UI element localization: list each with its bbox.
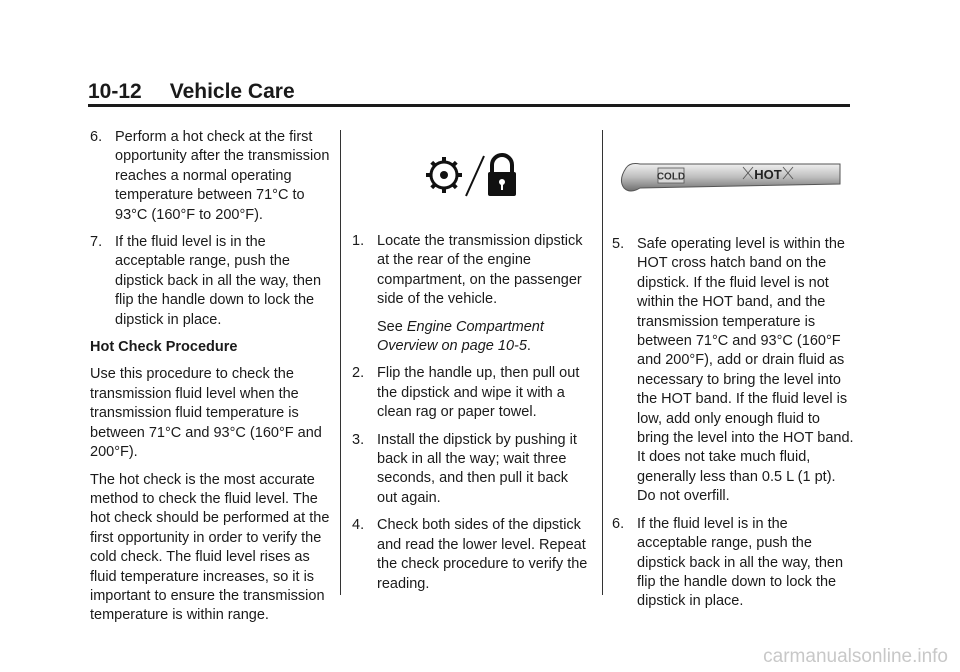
cold-label: COLD — [656, 171, 686, 183]
column-divider-1 — [340, 130, 341, 595]
step-6-repeat: 6. If the fluid level is in the acceptable range, push the dipstick back in all the way, then flip the handle down to lock the dipstick in place. — [612, 515, 844, 610]
page-header — [88, 80, 295, 104]
step-5: 5. Safe operating level is within the HOT cross hatch band on the dipstick. If the fluid level is not within the HOT band, and the transmission temperature is between 71°C and 93°C (160°F and 200°F), add or drain fluid as necessary to bring the level into the HOT band. If the fluid level is low, add only enough fluid to bring the level into the HOT band. It does not take much fluid, generally less than 0.5 L (1 pt). Do not overfill. — [612, 236, 854, 505]
step-3: 3. Install the dipstick by pushing it back in all the way; wait three seconds, and then pull it back out again. — [352, 431, 577, 506]
column-3 — [612, 128, 854, 620]
column-divider-2 — [602, 130, 603, 595]
see-reference: See Engine Compartment Overview on page 10-5. — [377, 318, 544, 355]
header-rule — [88, 104, 850, 107]
column-1 — [90, 128, 330, 634]
warning-icons — [352, 130, 592, 220]
step-2: 2. Flip the handle up, then pull out the dipstick and wipe it with a clean rag or paper towel. — [352, 365, 580, 421]
lock-icon — [488, 155, 516, 196]
slash-divider — [466, 156, 484, 196]
hot-label: HOT — [754, 167, 782, 182]
paragraph-hot-check: The hot check is the most accurate method to check the fluid level. The hot check should be performed at the first opportunity in order to verify the cold check. The fluid level rises as fluid temperature increases, so it is important to ensure the transmission temperature is within range. — [90, 471, 330, 624]
section-title: Vehicle Care — [169, 80, 295, 103]
step-1: 1. Locate the transmission dipstick at the rear of the engine compartment, on the passenger side of the vehicle. — [352, 233, 583, 308]
column-2 — [352, 128, 592, 602]
step-7: 7. If the fluid level is in the acceptable range, push the dipstick back in all the way, then flip the handle down to lock the dipstick in place. — [90, 234, 322, 328]
step-6: 6. Perform a hot check at the first opportunity after the transmission reaches a normal operating temperature between 71°C to 93°C (160°F to 200°F). — [90, 129, 330, 223]
dipstick-illustration — [612, 128, 854, 218]
paragraph-procedure: Use this procedure to check the transmission fluid level when the transmission fluid temperature is between 71°C and 93°C (160°F and 200°F). — [90, 366, 322, 461]
engine-compartment-link[interactable]: Engine Compartment Overview on page 10-5 — [377, 318, 544, 355]
subheading-hot-check: Hot Check Procedure — [90, 339, 238, 356]
step-4: 4. Check both sides of the dipstick and read the lower level. Repeat the check procedure to verify the reading. — [352, 517, 588, 592]
page-number: 10-12 — [88, 80, 142, 103]
gear-icon — [426, 157, 462, 193]
watermark: carmanualsonline.info — [763, 646, 948, 667]
